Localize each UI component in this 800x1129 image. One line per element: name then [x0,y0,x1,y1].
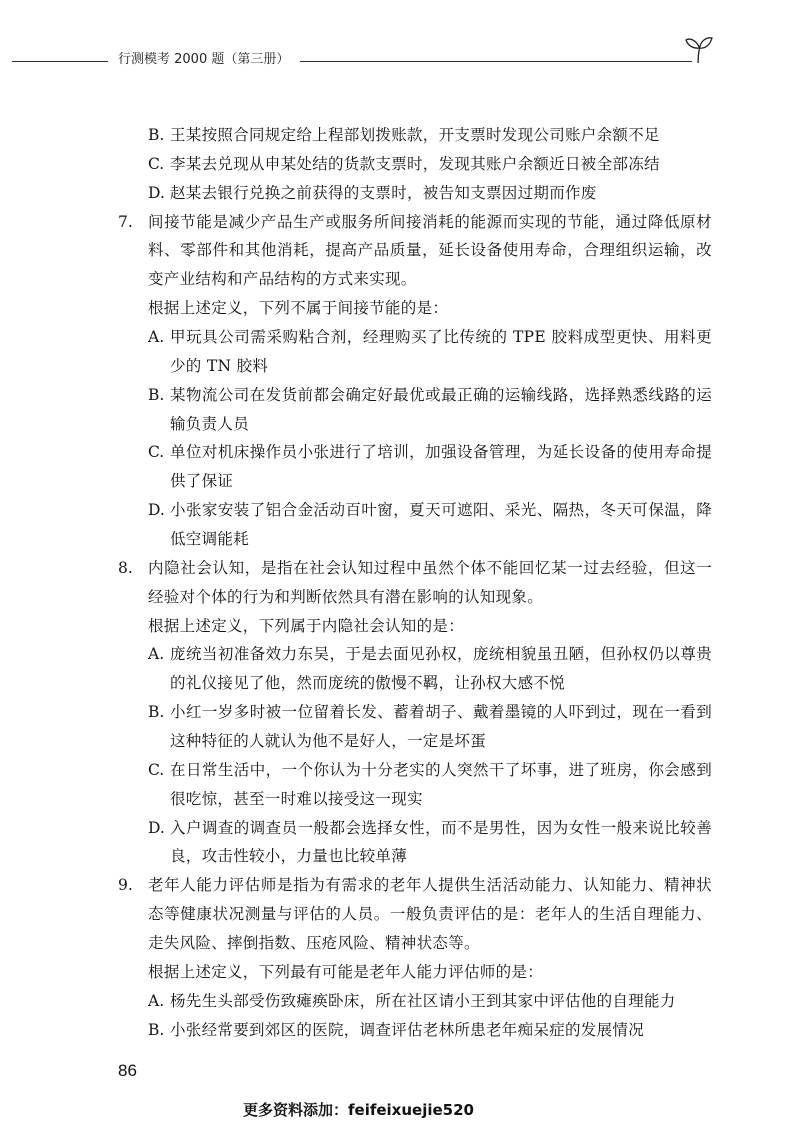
q9-option-b [118,1016,712,1045]
question-number: 8. [118,558,133,577]
option-label: D. [148,501,165,520]
option-text-line: 赵某去银行兑换之前获得的支票时，被告知支票因过期而作废 [170,183,597,202]
option-text-line: 小红一岁多时被一位留着长发、蓄着胡子、戴着墨镜的人吓到过，现在一看到 [170,703,712,722]
q7-option-c [118,438,712,496]
question-number: 9. [118,876,133,895]
q8-option-a [118,640,712,698]
q6-option-d [118,179,712,208]
question-stem [118,208,712,295]
option-text-line: 供了保证 [170,472,234,491]
option-text-line: 小张经常要到郊区的医院，调查评估老林所患老年痴呆症的发展情况 [170,1020,645,1039]
option-label: D. [148,183,165,202]
option-text-line: 很吃惊，甚至一时难以接受这一现实 [170,789,423,808]
option-text-line: 王某按照合同规定给上程部划拨账款，开支票时发现公司账户余额不足 [170,126,660,144]
q7-option-d [118,496,712,554]
option-label: A. [148,991,165,1010]
question-prompt: 根据上述定义，下列不属于间接节能的是： [148,299,449,318]
question-stem-line: 间接节能是减少产品生产或服务所间接消耗的能源而实现的节能，通过降低原材 [148,212,712,231]
q8-option-c [118,756,712,814]
option-label: D. [148,818,165,837]
option-label: B. [148,385,165,404]
running-header-title: 行测模考 2000 题（第三册） [118,52,290,67]
header-rule-left [12,61,108,62]
question-prompt: 根据上述定义，下列最有可能是老年人能力评估师的是： [148,962,544,981]
question-stem-line: 料、零部件和其他消耗，提高产品质量，延长设备使用寿命，合理组织运输，改 [148,241,712,260]
question-stem [118,871,712,958]
option-text-line: 小张家安装了铝合金活动百叶窗，夏天可遮阳、采光、隔热，冬天可保温，降 [170,501,712,520]
q9-option-a [118,987,712,1016]
option-text-line: 低空调能耗 [170,530,250,549]
option-text-line: 甲玩具公司需采购粘合剂，经理购买了比传统的 TPE 胶料成型更快、用料更 [170,328,712,347]
q6-option-b [118,121,712,150]
page-number: 86 [118,1061,137,1080]
question-stem-line: 经验对个体的行为和判断依然具有潜在影响的认知现象。 [148,587,544,606]
page-content [118,121,712,1045]
option-label: C. [148,154,165,173]
option-text-line: 输负责人员 [170,414,250,433]
option-text-line: 单位对机床操作员小张进行了培训，加强设备管理，为延长设备的使用寿命提 [170,443,712,462]
question-stem-line: 内隐社会认知，是指在社会认知过程中虽然个体不能回忆某一过去经验，但这一 [148,558,712,577]
option-label: B. [148,126,165,144]
sprout-icon [684,34,714,64]
question-stem-line: 态等健康状况测量与评估的人员。一般负责评估的是：老年人的生活自理能力、 [148,905,712,924]
option-text-line: 杨先生头部受伤致瘫痪卧床，所在社区请小王到其家中评估他的自理能力 [170,991,676,1010]
q8-option-b [118,698,712,756]
option-text-line: 少的 TN 胶料 [170,356,269,375]
question-stem-line: 变产业结构和产品结构的方式来实现。 [148,270,417,289]
footer-note: 更多资料添加：feifeixuejie520 [243,1101,474,1119]
header-rule-right [300,61,692,62]
option-label: C. [148,760,165,779]
q6-option-c [118,150,712,179]
q7-option-b [118,381,712,439]
question-7 [118,208,712,554]
option-label: B. [148,1020,165,1039]
option-text-line: 李某去兑现从申某处结的货款支票时，发现其账户余额近日被全部冻结 [170,154,660,173]
option-label: B. [148,703,165,722]
question-number: 7. [118,212,133,231]
question-9 [118,871,712,1044]
option-text-line: 庞统当初准备效力东吴，于是去面见孙权，庞统相貌虽丑陋，但孙权仍以尊贵 [170,645,712,664]
question-prompt: 根据上述定义，下列属于内隐社会认知的是： [148,616,465,635]
question-stem-line: 走失风险、摔倒指数、压疮风险、精神状态等。 [148,934,480,953]
q8-option-d [118,814,712,872]
q7-option-a [118,323,712,381]
option-label: C. [148,443,165,462]
option-label: A. [148,645,165,664]
option-text-line: 入户调查的调查员一般都会选择女性，而不是男性，因为女性一般来说比较善 [170,818,712,837]
option-text-line: 这种特征的人就认为他不是好人，一定是坏蛋 [170,732,487,751]
question-stem-line: 老年人能力评估师是指为有需求的老年人提供生活活动能力、认知能力、精神状 [148,876,712,895]
option-text-line: 在日常生活中，一个你认为十分老实的人突然干了坏事，进了班房，你会感到 [170,760,712,779]
option-text-line: 的礼仪接见了他，然而庞统的傲慢不羁，让孙权大感不悦 [170,674,566,693]
option-label: A. [148,328,165,347]
option-text-line: 良，攻击性较小，力量也比较单薄 [170,847,408,866]
question-8 [118,554,712,871]
option-text-line: 某物流公司在发货前都会确定好最优或最正确的运输线路，选择熟悉线路的运 [170,385,712,404]
question-stem [118,554,712,612]
